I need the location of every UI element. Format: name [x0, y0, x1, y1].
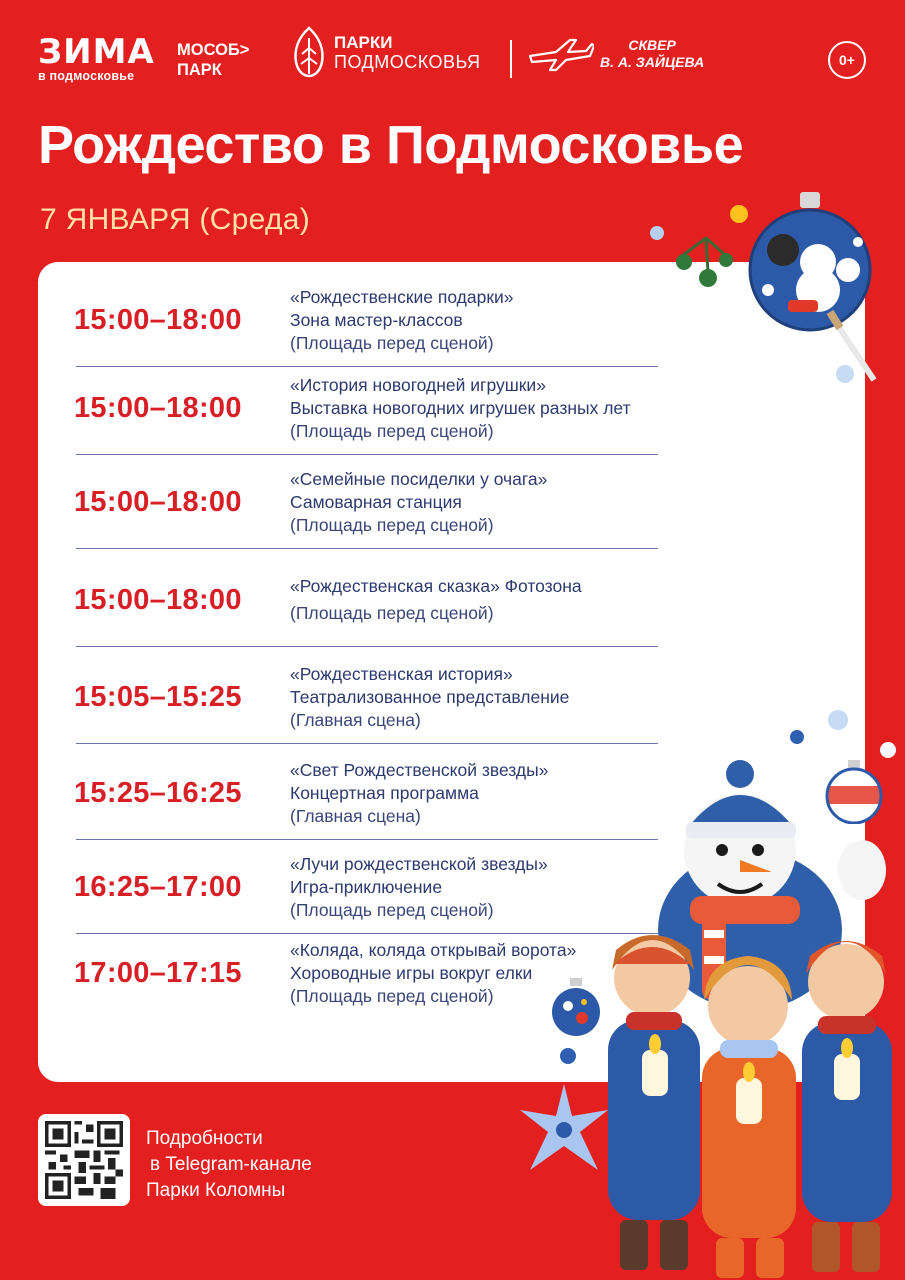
row-divider: [76, 743, 658, 745]
page-title: Рождество в Подмосковье: [38, 115, 744, 175]
footer-line2: в Telegram-канале: [150, 1154, 312, 1175]
footer-line1: Подробности: [146, 1128, 263, 1149]
event-activity: Хороводные игры вокруг елки: [290, 962, 533, 983]
airplane-icon: [526, 34, 594, 74]
event-name: «Лучи рождественской звезды»: [290, 853, 548, 874]
event-place: (Площадь перед сценой): [290, 514, 494, 535]
event-activity: Выставка новогодних игрушек разных лет: [290, 397, 631, 418]
schedule-row: [38, 840, 678, 934]
zima-logo-subtitle: в подмосковье: [38, 69, 135, 83]
event-name: «Рождественская сказка» Фотозона: [290, 576, 582, 596]
event-name: «Свет Рождественской звезды»: [290, 759, 549, 780]
confetti-dot: [880, 742, 896, 758]
event-place: (Главная сцена): [290, 805, 421, 826]
schedule-row: [38, 273, 678, 367]
schedule-description: [290, 926, 576, 1020]
parki-logo-line1: ПАРКИ: [334, 32, 393, 52]
confetti-dot: [790, 730, 804, 744]
event-activity: Театрализованное представление: [290, 686, 570, 707]
schedule-time: 15:05–15:25: [74, 680, 242, 713]
skver-logo-line2: В. А. ЗАЙЦЕВА: [600, 54, 705, 70]
berries-icon: [672, 232, 738, 292]
schedule-description: [290, 553, 582, 647]
event-name: «Рождественские подарки»: [290, 286, 514, 307]
confetti-dot: [730, 205, 748, 223]
row-divider: [76, 548, 658, 550]
zima-logo: [38, 32, 155, 83]
schedule-time: 15:00–18:00: [74, 583, 242, 616]
event-date: 7 ЯНВАРЯ (Среда): [40, 203, 311, 236]
schedule-description: [290, 840, 548, 934]
confetti-dot: [828, 710, 848, 730]
event-place: (Площадь перед сценой): [290, 332, 494, 353]
mosobpark-logo: [177, 40, 249, 80]
leaf-emblem-icon: [290, 24, 328, 80]
schedule-row: [38, 553, 678, 647]
schedule-row: [38, 455, 678, 549]
event-place: (Площадь перед сценой): [290, 603, 494, 623]
schedule-time: 15:25–16:25: [74, 776, 242, 809]
schedule-description: [290, 650, 569, 744]
event-place: (Площадь перед сценой): [290, 899, 494, 920]
qr-code-icon: [45, 1121, 123, 1199]
event-activity: Самоварная станция: [290, 491, 462, 512]
schedule-time: 15:00–18:00: [74, 303, 242, 336]
christmas-ornament-icon: [748, 190, 878, 390]
skver-zaytseva-logo: [526, 34, 704, 74]
event-activity: Игра-приключение: [290, 876, 443, 897]
schedule-time: 15:00–18:00: [74, 391, 242, 424]
parki-logo-line2: ПОДМОСКОВЬЯ: [334, 51, 481, 72]
row-divider: [76, 646, 658, 648]
event-activity: Зона мастер-классов: [290, 309, 463, 330]
footer-line3: Парки Коломны: [146, 1180, 286, 1201]
schedule-time: 16:25–17:00: [74, 870, 242, 903]
age-rating-badge: 0+: [828, 41, 866, 79]
event-name: «История новогодней игрушки»: [290, 374, 546, 395]
qr-code[interactable]: [38, 1114, 130, 1206]
footer-info: [146, 1126, 312, 1204]
mosobpark-logo-line1: МОСОБ>: [177, 41, 250, 59]
zima-logo-title: ЗИМА: [38, 32, 155, 72]
event-activity: Концертная программа: [290, 782, 479, 803]
carolers-illustration: [590, 760, 905, 1280]
schedule-row: [38, 361, 678, 455]
schedule-description: [290, 746, 548, 840]
schedule-description: [290, 455, 547, 549]
schedule-description: [290, 273, 514, 367]
event-name: «Рождественская история»: [290, 663, 513, 684]
schedule-row: [38, 746, 678, 840]
schedule-row: [38, 650, 678, 744]
parki-podmoskovya-logo: [290, 24, 481, 80]
event-name: «Семейные посиделки у очага»: [290, 468, 548, 489]
logo-divider: [510, 40, 512, 78]
skver-logo-line1: СКВЕР: [628, 37, 676, 53]
schedule-time: 15:00–18:00: [74, 485, 242, 518]
event-place: (Площадь перед сценой): [290, 420, 494, 441]
mosobpark-logo-line2: ПАРК: [177, 61, 222, 79]
event-place: (Главная сцена): [290, 709, 421, 730]
confetti-dot: [560, 1048, 576, 1064]
schedule-description: [290, 361, 631, 455]
confetti-dot: [650, 226, 664, 240]
schedule-time: 17:00–17:15: [74, 956, 242, 989]
event-name: «Коляда, коляда открывай ворота»: [290, 939, 577, 960]
event-place: (Площадь перед сценой): [290, 985, 494, 1006]
